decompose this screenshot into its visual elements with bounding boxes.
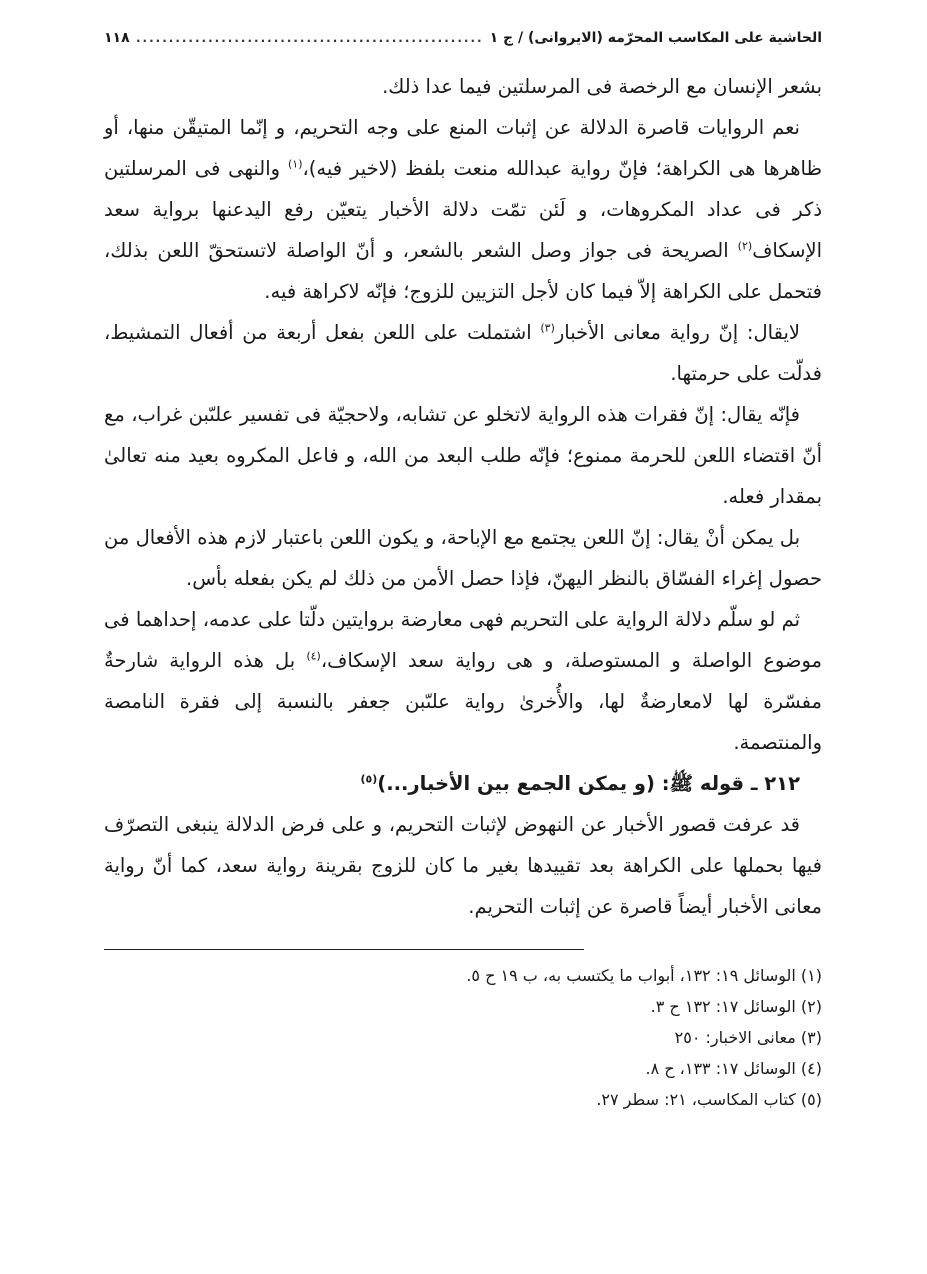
running-header [104, 30, 822, 60]
footnote-3: (٣) معانى الاخبار: ٢٥٠ [674, 1028, 822, 1047]
section-paragraph: قد عرفت قصور الأخبار عن النهوض لإثبات التحريم، و على فرض الدلالة ينبغى التصرّف فيها بحملها على الكراهة بعد تقييدها بغير ما كان للزوج بقرينة رواية سعد، كما أنّ رواية معانى الأخبار أيضاً قاصرة عن إثبات التحريم. [104, 813, 822, 918]
body-paragraph [104, 599, 822, 763]
paragraph-text: ثم لو سلّم دلالة الرواية على التحريم فهى معارضة بروايتين دلّتا على عدمه، إحداهما فى موضوع الواصلة و المستوصلة، و هى رواية سعد الإسكاف، [104, 608, 822, 672]
body-paragraph [104, 312, 822, 394]
section-heading-text: ٢١٢ ـ قوله ﷺ: (و يمكن الجمع بين الأخبار...) [377, 772, 800, 795]
footnote-separator [104, 949, 584, 950]
footnote-ref: (٢) [737, 239, 753, 253]
leader-dots [136, 31, 484, 45]
paragraph-text: بل يمكن أنْ يقال: إنّ اللعن يجتمع مع الإباحة، و يكون اللعن باعتبار لازم هذه الأفعال من حصول إغراء الفسّاق بالنظر اليهنّ، فإذا حصل الأمن من ذلك لم يكن بفعله بأس. [104, 526, 822, 590]
page-number: ١١٨ [104, 30, 130, 46]
paragraph-text: بل هذه الرواية شارحةٌ مفسّرة لها لامعارضةٌ لها، والأُخرىٰ رواية علىّبن جعفر بالنسبة إلى فقرة النامصة والمنتصمة. [104, 649, 822, 754]
paragraph-text: لايقال: إنّ رواية معانى الأخبار [554, 321, 800, 344]
paragraph-text: والنهى فى المرسلتين ذكر فى عداد المكروهات، و لَئن تمّت دلالة الأخبار يتعيّن رفع اليدعنها برواية سعد الإسكاف [104, 157, 822, 262]
footnote-ref: (١) [287, 157, 303, 171]
paragraph-text: فإنّه يقال: إنّ فقرات هذه الرواية لاتخلو عن تشابه، ولاحجيّة فى تفسير علىّبن غراب، مع أنّ اقتضاء اللعن للحرمة ممنوع؛ فإنّه طلب البعد من الله، و فاعل المكروه بعيد منه تعالىٰ بمقدار فعله. [104, 403, 822, 508]
body-paragraph [104, 66, 822, 107]
paragraphs [104, 66, 822, 763]
footnote-1: (١) الوسائل ١٩: ١٣٢، أبواب ما يكتسب به، ب ١٩ ح ٥. [466, 966, 822, 985]
body-paragraph [104, 394, 822, 517]
body-paragraph [104, 517, 822, 599]
footnote-2: (٢) الوسائل ١٧: ١٣٢ ح ٣. [650, 997, 822, 1016]
paragraph-text: اشتملت على اللعن بفعل أربعة من أفعال التمشيط، فدلّت على حرمتها. [104, 321, 822, 385]
body-text [104, 66, 822, 927]
paragraph-text: الصريحة فى جواز وصل الشعر بالشعر، و أنّ الواصلة لاتستحقّ اللعن بذلك، فتحمل على الكراهة إلاّ فيما كان لأجل التزيين للزوج؛ فإنّه لاكراهة فيه. [104, 239, 822, 303]
section-heading [104, 763, 822, 804]
body-paragraph [104, 107, 822, 312]
footnote-5: (٥) كتاب المكاسب، ٢١: سطر ٢٧. [596, 1090, 822, 1109]
footnote-ref: (٤) [306, 649, 321, 663]
paragraph-text: بشعر الإنسان مع الرخصة فى المرسلتين فيما عدا ذلك. [382, 75, 822, 98]
footnote-4: (٤) الوسائل ١٧: ١٣٣، ح ٨. [645, 1059, 822, 1078]
paragraph-text: نعم الروايات قاصرة الدلالة عن إثبات المنع على وجه التحريم، و إنّما المتيقّن منها، أو ظاهرها هى الكراهة؛ فإنّ رواية عبدالله منعت بلفظ (لاخير فيه)، [104, 116, 822, 180]
footnote-ref: (٥) [360, 772, 378, 786]
footnotes [104, 960, 822, 1115]
book-title: الحاشية على المكاسب المحرّمه (الايروانى) / ج ١ [489, 30, 822, 46]
footnote-ref: (٣) [540, 321, 555, 335]
page [104, 30, 822, 1115]
